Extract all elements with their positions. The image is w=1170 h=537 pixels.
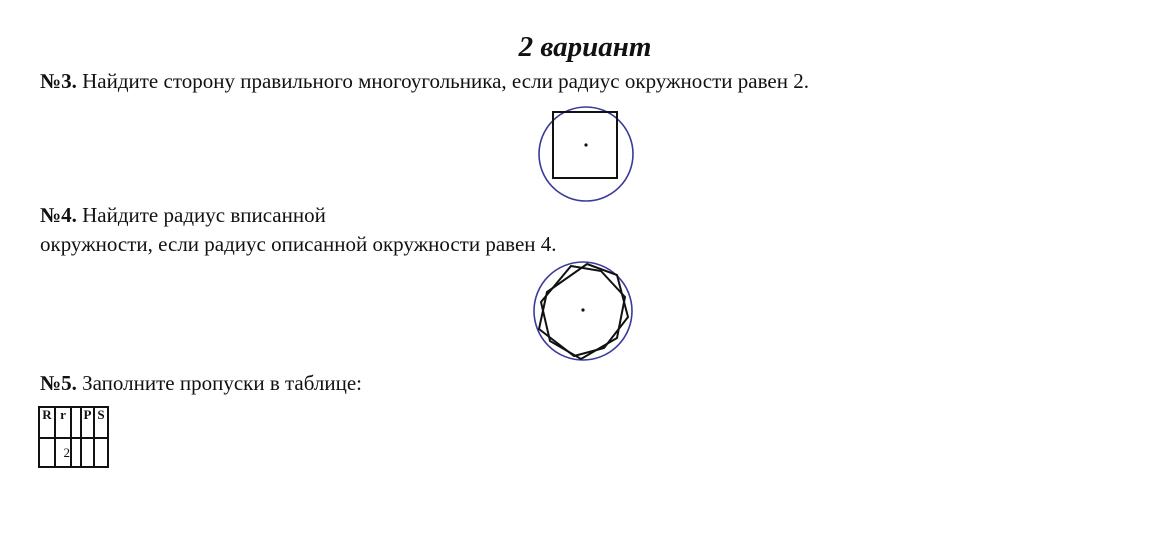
table-cell[interactable] <box>71 438 81 467</box>
table-header-cell: S <box>94 407 108 438</box>
task-5-text: Заполните пропуски в таблице: <box>76 371 363 395</box>
table-cell[interactable] <box>81 438 94 467</box>
center-point <box>584 143 587 146</box>
table-cell[interactable] <box>39 438 55 467</box>
table-row <box>39 438 108 467</box>
task-4-line-2 <box>40 229 557 259</box>
task-4-text: Найдите радиус вписанной <box>76 203 326 227</box>
table-header-cell <box>71 407 81 438</box>
hexagon-in-circle-figure <box>528 258 638 364</box>
table-header-cell: R <box>39 407 55 438</box>
task-3-text: Найдите сторону правильного многоугольника, если радиус окружности равен 2. <box>76 69 809 93</box>
table-header-cell: r <box>55 407 71 438</box>
task-5-number: №5. <box>40 371 77 395</box>
task-4-line-1 <box>40 200 326 230</box>
table-cell: 2 <box>55 438 71 467</box>
page-title: 2 вариант <box>518 31 652 63</box>
task-3 <box>40 66 809 96</box>
square-in-circle-figure <box>533 101 639 207</box>
task-3-number: №3. <box>40 69 77 93</box>
task-4-number: №4. <box>40 203 77 227</box>
table-header-row <box>39 407 108 438</box>
task-5 <box>40 368 362 398</box>
task-4-text-continued: окружности, если радиус описанной окружности равен 4. <box>40 232 557 256</box>
fill-in-table <box>38 406 109 468</box>
center-point <box>581 308 584 311</box>
polygon-inner <box>541 266 625 359</box>
table-cell[interactable] <box>94 438 108 467</box>
table-header-cell: P <box>81 407 94 438</box>
